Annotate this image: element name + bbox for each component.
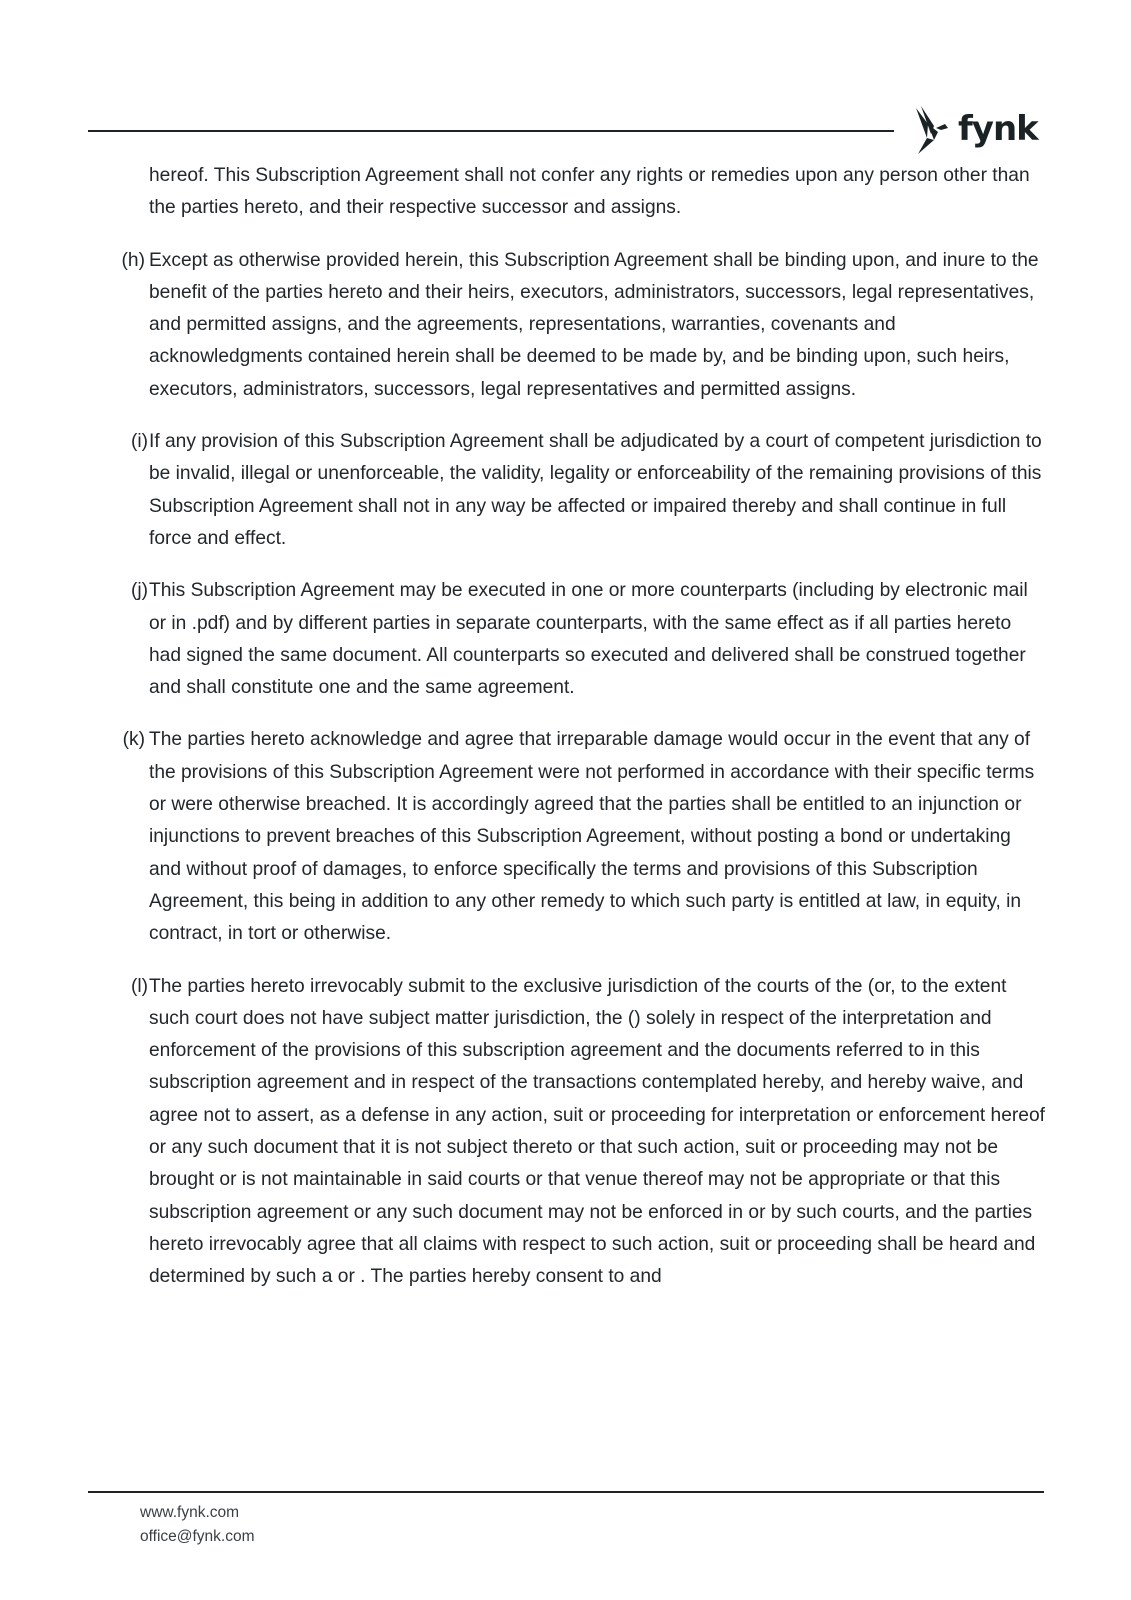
clause-marker: (h)	[121, 249, 145, 271]
brand-name: fynk	[958, 109, 1038, 149]
fynk-bird-logo-icon	[914, 104, 954, 154]
clause-l	[118, 971, 1048, 1294]
brand-logo	[914, 104, 1038, 154]
clause-text: This Subscription Agreement may be executed in one or more counterparts (including by electronic mail or in .pdf) and by different parties in separate counterparts, with the same effect as if all parties hereto had signed the same document. All counterparts so executed and delivered shall be construed together and shall constitute one and the same agreement.	[149, 580, 1028, 699]
footer	[140, 1501, 255, 1549]
clause-h	[118, 245, 1048, 406]
clause-k	[118, 724, 1048, 950]
clause-text: The parties hereto irrevocably submit to the exclusive jurisdiction of the courts of the (or, to the extent such court does not have subject matter jurisdiction, the () solely in respect of the interpretation and enforcement of the provisions of this subscription agreement and the documents referred to in this subscription agreement and in respect of the transactions contemplated hereby, and hereby waive, and agree not to assert, as a defense in any action, suit or proceeding for interpretation or enforcement hereof or any such document that it is not subject thereto or that such action, suit or proceeding may not be brought or is not maintainable in said courts or that venue thereof may not be appropriate or that this subscription agreement or any such document may not be enforced in or by such courts, and the parties hereto irrevocably agree that all claims with respect to such action, suit or proceeding shall be heard and determined by such a or . The parties hereby consent to and	[149, 975, 1045, 1288]
clause-text: The parties hereto acknowledge and agree that irreparable damage would occur in the event that any of the provisions of this Subscription Agreement were not performed in accordance with their specific terms or were otherwise breached. It is accordingly agreed that the parties shall be entitled to an injunction or injunctions to prevent breaches of this Subscription Agreement, without posting a bond or undertaking and without proof of damages, to enforce specifically the terms and provisions of this Subscription Agreement, this being in addition to any other remedy to which such party is entitled at law, in equity, in contract, in tort or otherwise.	[149, 729, 1035, 945]
footer-website-link[interactable]: www.fynk.com	[140, 1504, 240, 1521]
clause-text: If any provision of this Subscription Agreement shall be adjudicated by a court of competent jurisdiction to be invalid, illegal or unenforceable, the validity, legality or enforceability of the remaining provisions of this Subscription Agreement shall not in any way be affected or impaired thereby and shall continue in full force and effect.	[149, 431, 1042, 549]
footer-email-link[interactable]: office@fynk.com	[140, 1528, 255, 1545]
clause-marker: (i)	[130, 431, 148, 453]
document-body	[118, 160, 1048, 1314]
header-divider	[88, 130, 894, 132]
footer-divider	[88, 1491, 1044, 1493]
clause-marker: (k)	[122, 729, 145, 751]
clause-text: Except as otherwise provided herein, this Subscription Agreement shall be binding upon, and inure to the benefit of the parties hereto and their heirs, executors, administrators, successors, legal representatives, and permitted assigns, and the agreements, representations, warranties, covenants and acknowledgments contained herein shall be deemed to be made by, and be binding upon, such heirs, executors, administrators, successors, legal representatives and permitted assigns.	[149, 249, 1039, 400]
clause-j	[118, 575, 1048, 704]
clause-i	[118, 426, 1048, 555]
clause-marker: (j)	[130, 580, 148, 602]
continuation-paragraph: hereof. This Subscription Agreement shall not confer any rights or remedies upon any person other than the parties hereto, and their respective successor and assigns.	[149, 165, 1030, 219]
clause-marker: (l)	[130, 975, 148, 997]
